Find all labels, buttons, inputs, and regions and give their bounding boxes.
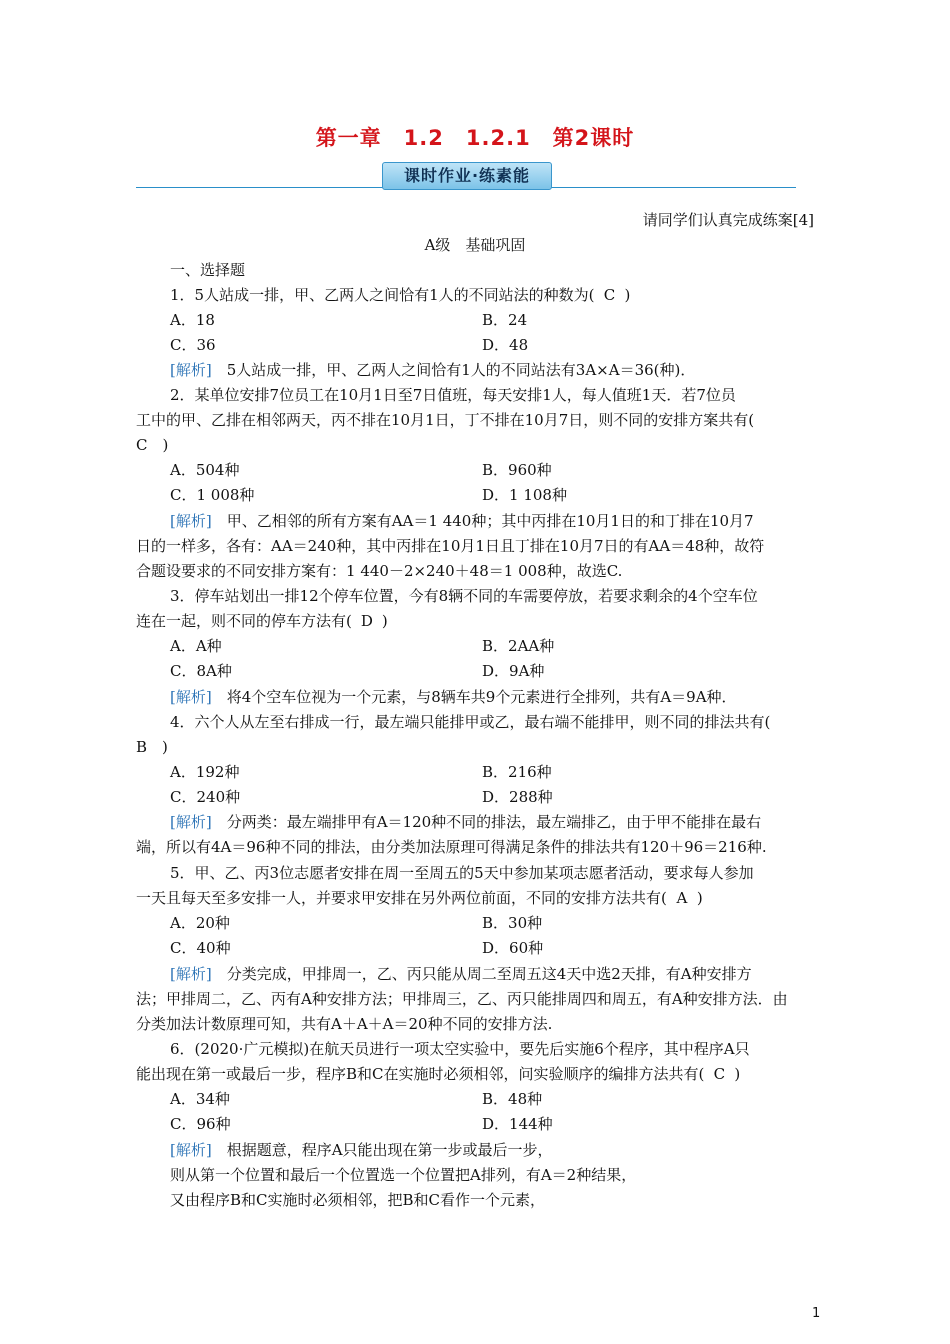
option-a: A．192种 xyxy=(170,763,240,781)
answer-close: ) xyxy=(162,738,168,756)
question-6-analysis-line-1 xyxy=(170,1139,553,1161)
option-c: C．96种 xyxy=(170,1115,231,1133)
question-5-analysis-line-1 xyxy=(170,963,752,985)
option-b: B．960种 xyxy=(482,461,552,479)
question-1-stem xyxy=(170,284,630,306)
question-text: 能出现在第一或最后一步，程序B和C在实施时必须相邻，问实验顺序的编排方法共有( xyxy=(136,1065,705,1083)
analysis-tag: [解析] xyxy=(170,361,212,379)
option-a: A．34种 xyxy=(170,1090,230,1108)
option-d: D．60种 xyxy=(482,939,544,957)
option-c: C．40种 xyxy=(170,939,231,957)
chapter-title: 第一章 1.2 1.2.1 第2课时 xyxy=(315,126,635,150)
question-2-analysis-line-1 xyxy=(170,510,754,532)
option-b: B．216种 xyxy=(482,763,552,781)
answer-close: ) xyxy=(381,612,388,630)
answer-close: ) xyxy=(162,436,169,454)
answer-letter: C xyxy=(603,286,616,304)
homework-banner: 课时作业·练素能 xyxy=(382,162,552,190)
question-4-stem-line-1: 4．六个人从左至右排成一行，最左端只能排甲或乙，最右端不能排甲，则不同的排法共有( xyxy=(170,713,771,731)
analysis-tag: [解析] xyxy=(170,965,212,983)
option-d: D．288种 xyxy=(482,788,553,806)
option-b: B．48种 xyxy=(482,1090,543,1108)
question-3-analysis xyxy=(170,686,737,708)
question-text: 一天且每天至多安排一人，并要求甲安排在另外两位前面，不同的安排方法共有( xyxy=(136,889,667,907)
option-d: D．9A种 xyxy=(482,662,545,680)
option-b: B．2AA种 xyxy=(482,637,555,655)
option-b: B．24 xyxy=(482,311,528,329)
analysis-text: 分两类：最左端排甲有A＝120种不同的排法，最左端排乙，由于甲不能排在最右 xyxy=(211,813,762,831)
answer-letter: D xyxy=(360,612,373,630)
option-c: C．36 xyxy=(170,336,216,354)
option-d: D．144种 xyxy=(482,1115,553,1133)
analysis-tag: [解析] xyxy=(170,512,212,530)
question-2-analysis-line-3: 合题设要求的不同安排方案有：1 440－2×240＋48＝1 008种，故选C. xyxy=(136,562,623,580)
question-2-stem-line-1: 2．某单位安排7位员工在10月1日至7日值班，每天安排1人，每人值班1天．若7位员 xyxy=(170,386,736,404)
analysis-text: 甲、乙相邻的所有方案有AA＝1 440种；其中丙排在10月1日的和丁排在10月7 xyxy=(211,512,754,530)
question-1-analysis xyxy=(170,359,695,381)
option-d: D．48 xyxy=(482,336,529,354)
option-d: D．1 108种 xyxy=(482,486,567,504)
answer-close: ) xyxy=(734,1065,741,1083)
section-title: 一、选择题 xyxy=(170,261,246,279)
answer-close: ) xyxy=(624,286,631,304)
question-6-stem-line-1: 6．(2020·广元模拟)在航天员进行一项太空实验中，要先后实施6个程序，其中程序A只 xyxy=(170,1040,750,1058)
question-5-stem-line-1: 5．甲、乙、丙3位志愿者安排在周一至周五的5天中参加某项志愿者活动，要求每人参加 xyxy=(170,864,754,882)
option-c: C．1 008种 xyxy=(170,486,255,504)
question-2-analysis-line-2: 日的一样多，各有：AA＝240种，其中丙排在10月1日且丁排在10月7日的有AA＝48种，故符 xyxy=(136,537,765,555)
answer-letter: A xyxy=(676,889,688,907)
analysis-text: 分类完成，甲排周一，乙、丙只能从周二至周五这4天中选2天排，有A种安排方 xyxy=(211,965,752,983)
level-title: A级 基础巩固 xyxy=(424,236,526,254)
question-text: 1．5人站成一排，甲、乙两人之间恰有1人的不同站法的种数为( xyxy=(170,286,595,304)
answer-letter: B xyxy=(136,738,148,756)
analysis-text: 将4个空车位视为一个元素，与8辆车共9个元素进行全排列，共有A＝9A种． xyxy=(211,688,737,706)
question-4-analysis-line-1 xyxy=(170,811,761,833)
option-c: C．240种 xyxy=(170,788,241,806)
analysis-text: 根据题意，程序A只能出现在第一步或最后一步， xyxy=(211,1141,553,1159)
question-3-stem-line-1: 3．停车站划出一排12个停车位置，今有8辆不同的车需要停放，若要求剩余的4个空车位 xyxy=(170,587,758,605)
question-3-stem-line-2 xyxy=(136,610,388,632)
question-6-analysis-line-2: 则从第一个位置和最后一个位置选一个位置把A排列，有A＝2种结果， xyxy=(170,1166,637,1184)
analysis-tag: [解析] xyxy=(170,1141,212,1159)
analysis-text: 5人站成一排，甲、乙两人之间恰有1人的不同站法有3A×A＝36(种)． xyxy=(211,361,696,379)
option-a: A．A种 xyxy=(170,637,222,655)
assignment-note: 请同学们认真完成练案[4] xyxy=(642,211,814,229)
question-2-answer-line xyxy=(136,434,168,456)
page-number: 1 xyxy=(812,1306,821,1321)
question-6-stem-line-2 xyxy=(136,1063,740,1085)
question-5-analysis-line-3: 分类加法计数原理可知，共有A＋A＋A＝20种不同的安排方法. xyxy=(136,1015,553,1033)
banner-area xyxy=(136,162,796,190)
option-a: A．18 xyxy=(170,311,215,329)
question-5-stem-line-2 xyxy=(136,887,703,909)
question-6-analysis-line-3: 又由程序B和C实施时必须相邻，把B和C看作一个元素， xyxy=(170,1191,546,1209)
analysis-tag: [解析] xyxy=(170,813,212,831)
question-4-answer-line xyxy=(136,736,168,758)
option-a: A．20种 xyxy=(170,914,230,932)
question-2-stem-line-2: 工中的甲、乙排在相邻两天，丙不排在10月1日，丁不排在10月7日，则不同的安排方案共有( xyxy=(136,411,755,429)
answer-close: ) xyxy=(696,889,703,907)
question-text: 连在一起，则不同的停车方法有( xyxy=(136,612,352,630)
answer-letter: C xyxy=(713,1065,726,1083)
answer-letter: C xyxy=(136,436,148,454)
option-c: C．8A种 xyxy=(170,662,232,680)
question-5-analysis-line-2: 法；甲排周二，乙、丙有A种安排方法；甲排周三，乙、丙只能排周四和周五，有A种安排方法．由 xyxy=(136,990,788,1008)
option-b: B．30种 xyxy=(482,914,543,932)
option-a: A．504种 xyxy=(170,461,240,479)
analysis-tag: [解析] xyxy=(170,688,212,706)
question-4-analysis-line-2: 端，所以有4A＝96种不同的排法，由分类加法原理可得满足条件的排法共有120＋96＝216种. xyxy=(136,838,767,856)
